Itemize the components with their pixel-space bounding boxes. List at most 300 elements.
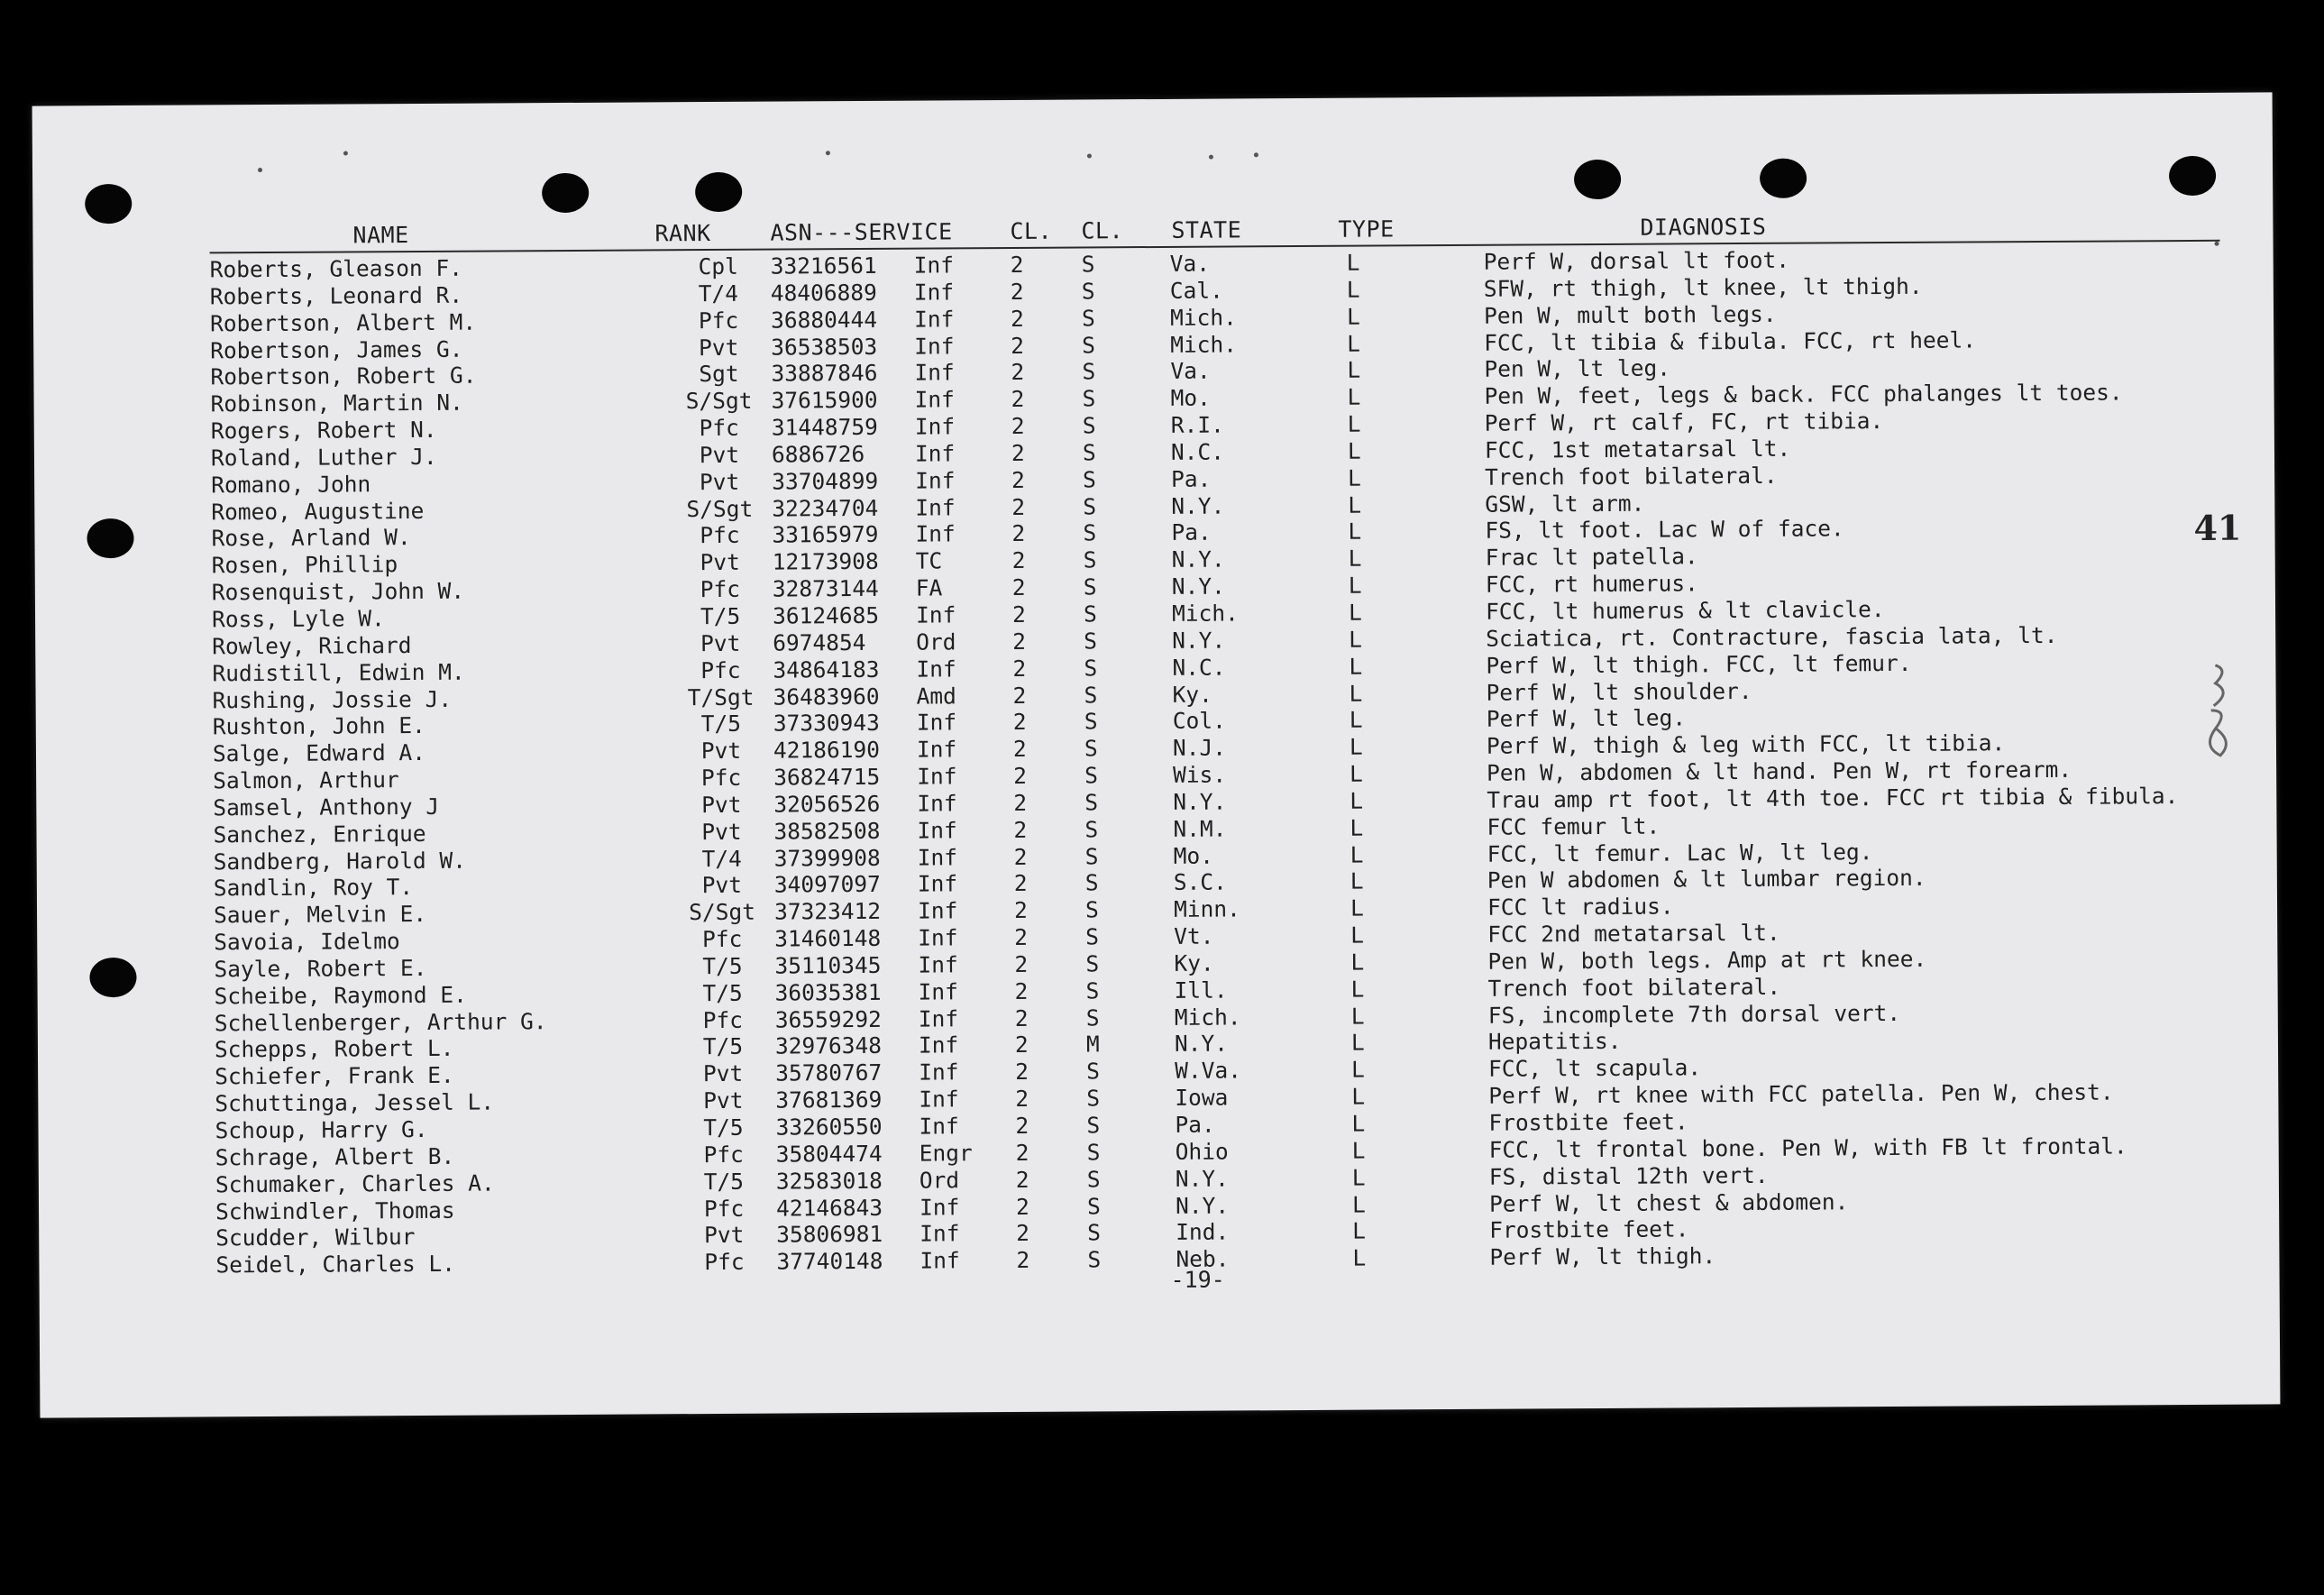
row-type: L bbox=[1349, 653, 1363, 680]
row-state: R.I. bbox=[1170, 411, 1224, 438]
row-state: Ind. bbox=[1176, 1218, 1230, 1246]
row-state: Mich. bbox=[1169, 304, 1237, 331]
row-cl-2: S bbox=[1081, 251, 1095, 278]
row-cl-1: 2 bbox=[1011, 493, 1026, 520]
row-cl-2: S bbox=[1082, 358, 1096, 385]
row-cl-1: 2 bbox=[1011, 600, 1026, 628]
row-service: Inf bbox=[917, 763, 957, 790]
row-state: Col. bbox=[1172, 707, 1226, 735]
row-diagnosis: Frostbite feet. bbox=[1489, 1215, 1689, 1244]
row-asn: 36538503 bbox=[771, 333, 878, 361]
row-name: Schoup, Harry G. bbox=[215, 1115, 428, 1144]
row-cl-1: 2 bbox=[1013, 843, 1028, 870]
row-cl-1: 2 bbox=[1012, 709, 1027, 736]
row-rank: Pvt bbox=[699, 441, 740, 468]
row-asn: 36035381 bbox=[774, 978, 882, 1006]
row-asn: 33260550 bbox=[775, 1113, 883, 1141]
row-state: Mo. bbox=[1170, 384, 1211, 412]
row-name: Scudder, Wilbur bbox=[215, 1224, 416, 1251]
row-state: Ill. bbox=[1174, 976, 1228, 1004]
row-asn: 32976348 bbox=[774, 1032, 883, 1060]
row-service: Inf bbox=[920, 1220, 960, 1247]
row-rank: T/5 bbox=[703, 1168, 745, 1195]
row-service: Inf bbox=[915, 520, 956, 548]
row-type: L bbox=[1350, 1003, 1365, 1030]
row-service: FA bbox=[915, 574, 943, 601]
row-diagnosis: Pen W, abdomen & lt hand. Pen W, rt forearm. bbox=[1487, 756, 2072, 786]
row-asn: 36880444 bbox=[770, 306, 878, 334]
row-diagnosis: Trau amp rt foot, lt 4th toe. FCC rt tibia & fibula. bbox=[1487, 782, 2179, 813]
row-asn: 35780767 bbox=[775, 1059, 883, 1086]
row-service: Ord bbox=[916, 628, 956, 655]
row-asn: 6974854 bbox=[773, 628, 866, 656]
row-asn: 37740148 bbox=[776, 1248, 883, 1275]
row-cl-2: S bbox=[1086, 1139, 1101, 1166]
row-type: L bbox=[1350, 787, 1364, 814]
row-name: Samsel, Anthony J bbox=[213, 793, 440, 821]
row-asn: 32234704 bbox=[772, 494, 879, 522]
row-cl-1: 2 bbox=[1012, 655, 1027, 682]
row-diagnosis: Perf W, lt shoulder. bbox=[1486, 677, 1752, 706]
row-asn: 37330943 bbox=[773, 710, 880, 737]
row-name: Schuttinga, Jessel L. bbox=[215, 1088, 495, 1117]
row-cl-2: S bbox=[1084, 628, 1098, 655]
row-cl-2: S bbox=[1084, 842, 1099, 870]
row-state: Minn. bbox=[1173, 895, 1240, 923]
row-cl-2: S bbox=[1084, 762, 1098, 789]
row-cl-2: S bbox=[1084, 869, 1099, 896]
row-cl-1: 2 bbox=[1013, 762, 1027, 789]
row-diagnosis: Perf W, lt chest & abdomen. bbox=[1488, 1187, 1849, 1217]
row-asn: 36483960 bbox=[773, 683, 880, 710]
row-diagnosis: FCC lt radius. bbox=[1487, 893, 1674, 921]
row-service: Inf bbox=[917, 843, 958, 871]
row-state: Mo. bbox=[1173, 842, 1214, 869]
row-service: Inf bbox=[918, 978, 958, 1005]
row-state: N.Y. bbox=[1173, 788, 1227, 815]
row-rank: T/5 bbox=[702, 952, 743, 980]
row-type: L bbox=[1348, 572, 1362, 599]
row-type: L bbox=[1351, 1083, 1366, 1110]
row-rank: Pfc bbox=[700, 764, 742, 792]
row-cl-2: S bbox=[1084, 789, 1099, 816]
row-rank: T/5 bbox=[700, 710, 741, 738]
row-diagnosis: GSW, lt arm. bbox=[1485, 490, 1645, 518]
margin-number: 41 bbox=[2193, 507, 2242, 548]
row-state: N.Y. bbox=[1175, 1165, 1229, 1192]
row-cl-1: 2 bbox=[1011, 520, 1026, 547]
row-rank: Sgt bbox=[699, 361, 739, 388]
row-rank: Pvt bbox=[704, 1222, 745, 1249]
row-state: N.Y. bbox=[1171, 492, 1225, 519]
row-rank: T/4 bbox=[701, 845, 742, 872]
row-name: Schiefer, Frank E. bbox=[215, 1062, 454, 1090]
row-diagnosis: SFW, rt thigh, lt knee, lt thigh. bbox=[1483, 272, 1923, 302]
row-service: Engr bbox=[919, 1140, 973, 1167]
row-asn: 34864183 bbox=[773, 655, 880, 683]
row-name: Romeo, Augustine bbox=[211, 497, 425, 525]
row-cl-1: 2 bbox=[1015, 1193, 1029, 1220]
row-cl-1: 2 bbox=[1016, 1220, 1030, 1247]
row-name: Salmon, Arthur bbox=[213, 766, 399, 794]
row-cl-2: S bbox=[1084, 816, 1099, 843]
row-cl-2: S bbox=[1083, 546, 1097, 573]
row-asn: 12173908 bbox=[772, 548, 879, 575]
row-rank: Cpl bbox=[698, 252, 738, 280]
row-asn: 37323412 bbox=[773, 898, 882, 925]
row-type: L bbox=[1352, 1244, 1367, 1271]
row-state: Vt. bbox=[1174, 922, 1214, 949]
row-name: Robertson, James G. bbox=[210, 335, 463, 363]
row-rank: Pfc bbox=[703, 1141, 744, 1168]
row-state: Mich. bbox=[1171, 600, 1239, 627]
row-state: N.C. bbox=[1170, 438, 1225, 465]
row-diagnosis: FCC, lt humerus & lt clavicle. bbox=[1485, 596, 1885, 625]
row-rank: Pfc bbox=[698, 307, 739, 334]
row-rank: Pvt bbox=[701, 872, 743, 899]
row-state: Ohio bbox=[1175, 1138, 1229, 1165]
header-name: NAME bbox=[352, 222, 409, 249]
row-cl-1: 2 bbox=[1011, 386, 1025, 413]
row-diagnosis: FCC 2nd metatarsal lt. bbox=[1487, 919, 1780, 948]
row-cl-1: 2 bbox=[1010, 278, 1024, 305]
row-type: L bbox=[1350, 921, 1365, 949]
row-service: Inf bbox=[914, 386, 955, 413]
row-diagnosis: Perf W, dorsal lt foot. bbox=[1483, 246, 1790, 275]
row-diagnosis: Hepatitis. bbox=[1487, 1028, 1622, 1056]
row-rank: S/Sgt bbox=[685, 387, 753, 415]
row-cl-2: S bbox=[1082, 331, 1096, 359]
casualty-table bbox=[33, 243, 2280, 1279]
row-service: Inf bbox=[917, 790, 957, 817]
row-name: Rudistill, Edwin M. bbox=[212, 658, 465, 687]
row-diagnosis: Trench foot bilateral. bbox=[1487, 973, 1781, 1002]
row-name: Rowley, Richard bbox=[212, 631, 412, 660]
row-cl-2: S bbox=[1084, 681, 1098, 708]
row-name: Roberts, Leonard R. bbox=[209, 281, 463, 310]
row-rank: Pvt bbox=[700, 549, 740, 576]
row-service: Inf bbox=[918, 951, 958, 978]
row-cl-1: 2 bbox=[1011, 359, 1025, 386]
header-state: STATE bbox=[1171, 216, 1242, 243]
row-service: Inf bbox=[914, 332, 955, 360]
row-asn: 35110345 bbox=[774, 951, 882, 979]
row-asn: 35806981 bbox=[776, 1221, 883, 1248]
row-asn: 32873144 bbox=[772, 575, 879, 602]
row-name: Ross, Lyle W. bbox=[211, 605, 385, 633]
row-rank: Pfc bbox=[700, 522, 740, 549]
row-type: L bbox=[1349, 706, 1363, 734]
row-cl-1: 2 bbox=[1011, 466, 1025, 493]
row-type: L bbox=[1352, 1217, 1367, 1245]
punch-hole bbox=[1760, 159, 1807, 198]
row-cl-2: S bbox=[1086, 1166, 1101, 1193]
row-type: L bbox=[1347, 330, 1361, 357]
row-cl-2: S bbox=[1081, 278, 1095, 305]
row-diagnosis: Pen W, lt leg. bbox=[1484, 354, 1670, 383]
row-cl-2: M bbox=[1085, 1031, 1100, 1058]
row-service: Inf bbox=[917, 870, 958, 898]
row-cl-2: S bbox=[1084, 708, 1098, 735]
row-cl-2: S bbox=[1083, 519, 1097, 546]
row-diagnosis: FS, incomplete 7th dorsal vert. bbox=[1487, 999, 1901, 1029]
row-asn: 36824715 bbox=[773, 763, 881, 791]
row-type: L bbox=[1346, 249, 1360, 276]
row-service: Inf bbox=[918, 924, 958, 951]
row-state: S.C. bbox=[1173, 868, 1227, 896]
row-diagnosis: FCC, lt tibia & fibula. FCC, rt heel. bbox=[1484, 325, 1977, 356]
row-cl-1: 2 bbox=[1014, 1031, 1029, 1059]
row-cl-1: 2 bbox=[1011, 439, 1025, 466]
row-state: Ky. bbox=[1174, 949, 1214, 976]
row-type: L bbox=[1347, 437, 1361, 464]
row-state: Iowa bbox=[1175, 1084, 1229, 1112]
row-rank: Pvt bbox=[699, 468, 740, 495]
row-service: Inf bbox=[917, 897, 958, 924]
row-cl-1: 2 bbox=[1014, 923, 1029, 951]
row-cl-2: S bbox=[1085, 950, 1100, 977]
row-service: Inf bbox=[914, 440, 956, 467]
row-service: Inf bbox=[915, 493, 956, 521]
row-type: L bbox=[1349, 680, 1363, 707]
row-cl-2: S bbox=[1081, 305, 1095, 332]
row-diagnosis: Perf W, rt knee with FCC patella. Pen W, chest. bbox=[1488, 1078, 2114, 1109]
row-cl-2: S bbox=[1084, 655, 1098, 682]
row-rank: Pfc bbox=[700, 575, 741, 603]
row-rank: Pfc bbox=[699, 414, 739, 442]
row-asn: 6886726 bbox=[771, 440, 865, 468]
row-name: Sandlin, Roy T. bbox=[213, 874, 414, 902]
row-asn: 36559292 bbox=[774, 1005, 882, 1033]
row-name: Salge, Edward A. bbox=[212, 739, 426, 767]
row-state: Va. bbox=[1170, 357, 1211, 385]
row-type: L bbox=[1348, 464, 1361, 491]
row-state: N.Y. bbox=[1172, 627, 1226, 654]
row-service: Inf bbox=[913, 279, 955, 306]
row-name: Rogers, Robert N. bbox=[210, 416, 437, 445]
row-asn: 32583018 bbox=[775, 1167, 883, 1195]
row-asn: 31460148 bbox=[774, 924, 882, 952]
page-number: -19- bbox=[1170, 1266, 1225, 1293]
pencil-note bbox=[2188, 661, 2243, 760]
row-diagnosis: Pen W, mult both legs. bbox=[1483, 300, 1777, 329]
row-cl-1: 2 bbox=[1015, 1166, 1029, 1193]
row-diagnosis: Perf W, lt thigh. bbox=[1489, 1242, 1716, 1270]
row-cl-1: 2 bbox=[1011, 412, 1025, 440]
row-name: Robinson, Martin N. bbox=[210, 389, 463, 417]
row-rank: Pfc bbox=[703, 1195, 745, 1222]
row-diagnosis: Frostbite feet. bbox=[1488, 1108, 1688, 1136]
row-cl-2: S bbox=[1084, 896, 1099, 923]
row-rank: S/Sgt bbox=[689, 898, 756, 926]
header-cl-2: CL. bbox=[1081, 217, 1124, 244]
header-diagnosis: DIAGNOSIS bbox=[1640, 213, 1767, 241]
document-page bbox=[32, 92, 2281, 1417]
punch-hole bbox=[542, 173, 589, 213]
row-service: TC bbox=[915, 547, 943, 574]
row-name: Schellenberger, Arthur G. bbox=[214, 1007, 547, 1037]
row-diagnosis: Frac lt patella. bbox=[1485, 543, 1698, 572]
row-diagnosis: FCC, lt femur. Lac W, lt leg. bbox=[1487, 838, 1873, 867]
row-name: Sanchez, Enrique bbox=[213, 820, 426, 848]
punch-hole bbox=[2169, 156, 2216, 196]
row-type: L bbox=[1350, 760, 1363, 787]
row-service: Inf bbox=[918, 1004, 959, 1032]
row-name: Seidel, Charles L. bbox=[215, 1250, 456, 1279]
row-diagnosis: Perf W, thigh & leg with FCC, lt tibia. bbox=[1486, 729, 2006, 759]
punch-hole bbox=[1574, 160, 1621, 199]
row-type: L bbox=[1348, 518, 1362, 545]
row-name: Sandberg, Harold W. bbox=[213, 847, 467, 875]
row-asn: 37399908 bbox=[773, 844, 881, 872]
row-asn: 48406889 bbox=[770, 279, 877, 307]
row-service: Inf bbox=[916, 736, 957, 763]
row-name: Robertson, Robert G. bbox=[210, 362, 477, 390]
row-cl-1: 2 bbox=[1013, 789, 1028, 816]
row-rank: Pfc bbox=[700, 656, 741, 683]
row-cl-2: S bbox=[1086, 1112, 1101, 1139]
row-cl-1: 2 bbox=[1013, 870, 1028, 897]
header-rank: RANK bbox=[654, 220, 711, 247]
row-state: N.M. bbox=[1173, 815, 1227, 842]
row-service: Inf bbox=[913, 306, 955, 333]
row-diagnosis: FCC, lt frontal bone. Pen W, with FB lt frontal. bbox=[1488, 1132, 2127, 1163]
row-state: Neb. bbox=[1176, 1245, 1230, 1273]
row-type: L bbox=[1347, 410, 1361, 437]
row-state: Cal. bbox=[1169, 277, 1223, 304]
row-cl-1: 2 bbox=[1016, 1247, 1030, 1274]
row-rank: Pvt bbox=[700, 738, 742, 765]
row-asn: 42146843 bbox=[775, 1194, 883, 1222]
row-type: L bbox=[1350, 814, 1364, 841]
row-cl-1: 2 bbox=[1011, 547, 1026, 574]
row-rank: T/5 bbox=[700, 602, 741, 630]
row-name: Schwindler, Thomas bbox=[215, 1196, 455, 1224]
row-cl-1: 2 bbox=[1015, 1139, 1029, 1166]
row-name: Roberts, Gleason F. bbox=[209, 254, 463, 283]
row-asn: 37681369 bbox=[775, 1086, 883, 1114]
row-rank: Pvt bbox=[701, 791, 742, 818]
row-service: Inf bbox=[915, 601, 956, 628]
row-rank: T/5 bbox=[702, 979, 743, 1006]
row-cl-2: S bbox=[1082, 439, 1096, 466]
row-type: L bbox=[1350, 976, 1365, 1003]
row-name: Rosen, Phillip bbox=[211, 551, 398, 579]
row-asn: 32056526 bbox=[773, 790, 881, 818]
row-diagnosis: Perf W, lt leg. bbox=[1486, 704, 1687, 733]
row-asn: 38582508 bbox=[773, 817, 881, 845]
row-service: Inf bbox=[917, 817, 957, 844]
row-rank: Pvt bbox=[701, 818, 742, 845]
row-type: L bbox=[1346, 276, 1360, 303]
row-service: Inf bbox=[918, 1031, 959, 1059]
row-type: L bbox=[1350, 1030, 1365, 1057]
row-rank: Pvt bbox=[702, 1060, 744, 1087]
row-cl-1: 2 bbox=[1014, 950, 1029, 977]
punch-hole bbox=[85, 184, 132, 224]
row-cl-1: 2 bbox=[1015, 1112, 1029, 1139]
row-cl-1: 2 bbox=[1012, 628, 1027, 655]
row-cl-1: 2 bbox=[1015, 1059, 1029, 1086]
row-name: Rushton, John E. bbox=[212, 712, 425, 740]
row-diagnosis: Pen W abdomen & lt lumbar region. bbox=[1487, 865, 1926, 894]
row-cl-1: 2 bbox=[1013, 816, 1028, 843]
row-type: L bbox=[1350, 949, 1365, 976]
row-cl-1: 2 bbox=[1012, 736, 1027, 763]
row-cl-2: S bbox=[1083, 573, 1097, 600]
row-cl-2: S bbox=[1082, 412, 1096, 439]
row-service: Inf bbox=[915, 467, 956, 494]
row-state: Pa. bbox=[1171, 519, 1212, 546]
row-asn: 35804474 bbox=[775, 1140, 883, 1168]
row-rank: S/Sgt bbox=[686, 495, 754, 522]
row-diagnosis: FS, lt foot. Lac W of face. bbox=[1485, 515, 1844, 545]
row-cl-1: 2 bbox=[1013, 897, 1028, 924]
row-state: Mich. bbox=[1174, 1004, 1241, 1031]
header-type: TYPE bbox=[1338, 215, 1395, 243]
row-state: Pa. bbox=[1175, 1111, 1215, 1138]
row-diagnosis: Sciatica, rt. Contracture, fascia lata, lt. bbox=[1486, 621, 2058, 652]
row-cl-2: S bbox=[1085, 977, 1100, 1004]
row-state: Ky. bbox=[1172, 681, 1212, 708]
row-cl-2: S bbox=[1083, 492, 1097, 520]
row-type: L bbox=[1351, 1110, 1366, 1137]
row-name: Schrage, Albert B. bbox=[215, 1142, 455, 1171]
row-diagnosis: Perf W, rt calf, FC, rt tibia. bbox=[1484, 408, 1884, 436]
row-type: L bbox=[1349, 626, 1363, 653]
row-type: L bbox=[1347, 383, 1361, 410]
header-asn-service: ASN---SERVICE bbox=[770, 218, 953, 246]
row-service: Inf bbox=[920, 1247, 960, 1274]
row-cl-2: S bbox=[1083, 600, 1097, 628]
row-name: Roland, Luther J. bbox=[210, 443, 437, 472]
row-name: Robertson, Albert M. bbox=[209, 308, 477, 337]
row-cl-1: 2 bbox=[1010, 305, 1024, 332]
row-type: L bbox=[1350, 841, 1364, 868]
row-name: Savoia, Idelmo bbox=[214, 928, 400, 956]
row-service: Inf bbox=[919, 1193, 960, 1221]
row-state: Va. bbox=[1169, 250, 1211, 277]
row-cl-2: S bbox=[1087, 1219, 1102, 1246]
row-type: L bbox=[1346, 303, 1360, 330]
row-rank: T/4 bbox=[698, 280, 739, 307]
row-asn: 33216561 bbox=[770, 252, 877, 280]
row-cl-2: S bbox=[1086, 1058, 1100, 1085]
row-cl-2: S bbox=[1084, 735, 1098, 762]
row-service: Amd bbox=[916, 682, 956, 710]
row-service: Inf bbox=[916, 709, 957, 736]
row-asn: 33704899 bbox=[772, 467, 879, 495]
row-rank: Pvt bbox=[703, 1086, 744, 1114]
row-rank: Pvt bbox=[698, 334, 739, 361]
row-asn: 36124685 bbox=[772, 601, 880, 629]
row-diagnosis: FCC femur lt. bbox=[1487, 812, 1661, 840]
row-state: N.J. bbox=[1172, 734, 1227, 762]
row-service: Inf bbox=[914, 413, 956, 440]
row-name: Rosenquist, John W. bbox=[211, 577, 465, 606]
row-state: N.Y. bbox=[1171, 545, 1225, 573]
row-state: N.Y. bbox=[1174, 1030, 1229, 1058]
row-cl-2: S bbox=[1083, 466, 1096, 493]
row-cl-2: S bbox=[1087, 1246, 1102, 1273]
row-name: Sauer, Melvin E. bbox=[213, 901, 427, 929]
row-cl-1: 2 bbox=[1012, 682, 1027, 709]
row-state: Mich. bbox=[1170, 330, 1238, 358]
row-cl-1: 2 bbox=[1011, 574, 1026, 601]
row-rank: Pvt bbox=[700, 629, 741, 656]
row-state: N.Y. bbox=[1175, 1192, 1230, 1219]
row-name: Schumaker, Charles A. bbox=[215, 1169, 495, 1198]
